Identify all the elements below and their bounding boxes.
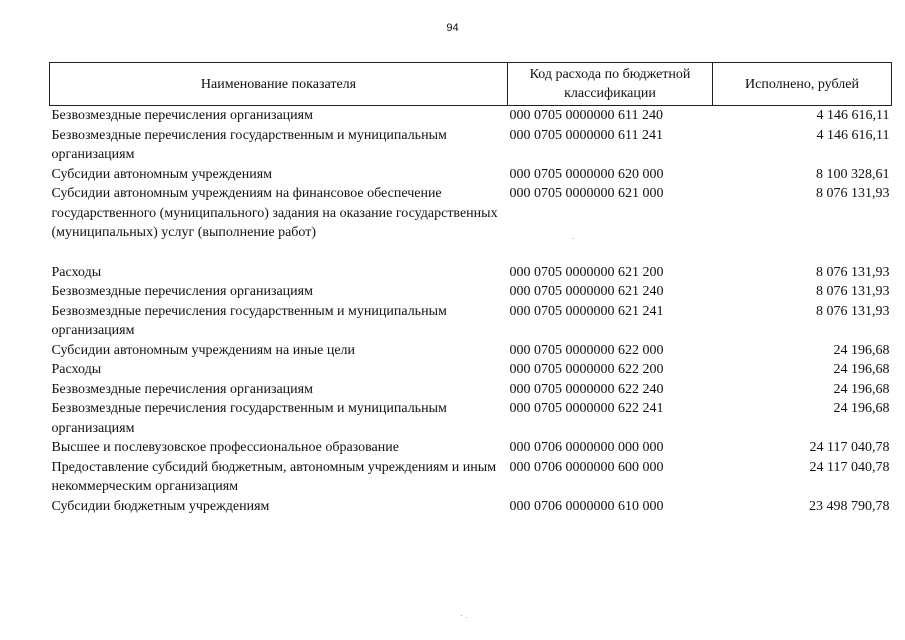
table-row	[50, 360, 892, 380]
row-name: Субсидии бюджетным учреждениям	[51, 498, 270, 514]
row-name: Расходы	[51, 362, 102, 377]
row-name: Безвозмездные перечисления государственным и муниципальным организациям	[51, 401, 447, 436]
row-spacer	[50, 243, 892, 263]
header-expense-code: Код расхода по бюджетной классификации	[508, 63, 713, 106]
table-header-row	[50, 63, 892, 106]
row-code: 000 0705 0000000 620 000	[509, 166, 664, 182]
row-code: 000 0705 0000000 621 241	[509, 303, 664, 319]
row-amount: 24 117 040,78	[809, 440, 890, 455]
row-code: 000 0706 0000000 610 000	[509, 498, 664, 514]
row-code: 000 0705 0000000 621 000	[509, 186, 664, 201]
row-name: Предоставление субсидий бюджетным, автономным учреждениям и иным некоммерческим организациям	[51, 459, 497, 494]
row-code: 000 0705 0000000 622 241	[509, 401, 664, 416]
row-amount: 8 076 131,93	[816, 186, 890, 201]
table-row	[50, 438, 892, 458]
row-name: Субсидии автономным учреждениям на финансовое обеспечение государственного (муниципального) задания на оказание государственных (муниципальных) услуг (выполнение работ)	[51, 186, 498, 240]
row-name: Субсидии автономным учреждениям на иные цели	[51, 342, 356, 358]
table-row	[50, 106, 892, 126]
page-number: 94	[446, 22, 459, 34]
scan-speck: ·	[572, 234, 575, 243]
row-amount: 8 076 131,93	[816, 264, 890, 280]
row-name: Безвозмездные перечисления организациям	[51, 108, 313, 123]
row-name: Высшее и послевузовское профессиональное образование	[51, 440, 399, 455]
row-amount: 23 498 790,78	[809, 498, 890, 514]
row-amount: 8 076 131,93	[816, 303, 890, 319]
row-code: 000 0705 0000000 611 241	[509, 127, 663, 143]
header-executed-amount: Исполнено, рублей	[713, 63, 892, 106]
table-row	[50, 380, 892, 400]
table-row	[50, 458, 892, 497]
row-amount: 24 196,68	[833, 362, 890, 377]
row-code: 000 0705 0000000 621 200	[509, 264, 664, 280]
scan-speck: · .	[460, 611, 468, 620]
row-amount: 4 146 616,11	[816, 127, 890, 143]
row-code: 000 0705 0000000 621 240	[509, 284, 664, 299]
row-name: Субсидии автономным учреждениям	[51, 166, 273, 182]
table-row	[50, 302, 892, 341]
row-name: Расходы	[51, 264, 102, 280]
budget-execution-table	[49, 62, 892, 516]
table-row	[50, 126, 892, 165]
table-row	[50, 399, 892, 438]
table-row	[50, 282, 892, 302]
row-code: 000 0705 0000000 611 240	[509, 108, 663, 123]
header-indicator-name: Наименование показателя	[50, 63, 508, 106]
row-name: Безвозмездные перечисления организациям	[51, 381, 313, 397]
table-row	[50, 341, 892, 361]
row-code: 000 0705 0000000 622 000	[509, 342, 664, 358]
table-row	[50, 184, 892, 243]
row-amount: 24 117 040,78	[809, 459, 890, 475]
row-amount: 4 146 616,11	[816, 108, 890, 123]
row-name: Безвозмездные перечисления организациям	[51, 284, 313, 299]
row-amount: 8 076 131,93	[816, 284, 890, 299]
row-code: 000 0705 0000000 622 240	[509, 381, 664, 397]
row-code: 000 0706 0000000 000 000	[509, 440, 664, 455]
row-amount: 24 196,68	[833, 342, 890, 358]
row-code: 000 0706 0000000 600 000	[509, 459, 664, 475]
row-name: Безвозмездные перечисления государственным и муниципальным организациям	[51, 303, 447, 338]
row-name: Безвозмездные перечисления государственным и муниципальным организациям	[51, 127, 447, 162]
row-amount: 24 196,68	[833, 401, 890, 416]
row-code: 000 0705 0000000 622 200	[509, 362, 664, 377]
row-amount: 24 196,68	[833, 381, 890, 397]
table-row	[50, 263, 892, 283]
row-amount: 8 100 328,61	[816, 166, 890, 182]
table-row	[50, 165, 892, 185]
table-row	[50, 497, 892, 517]
